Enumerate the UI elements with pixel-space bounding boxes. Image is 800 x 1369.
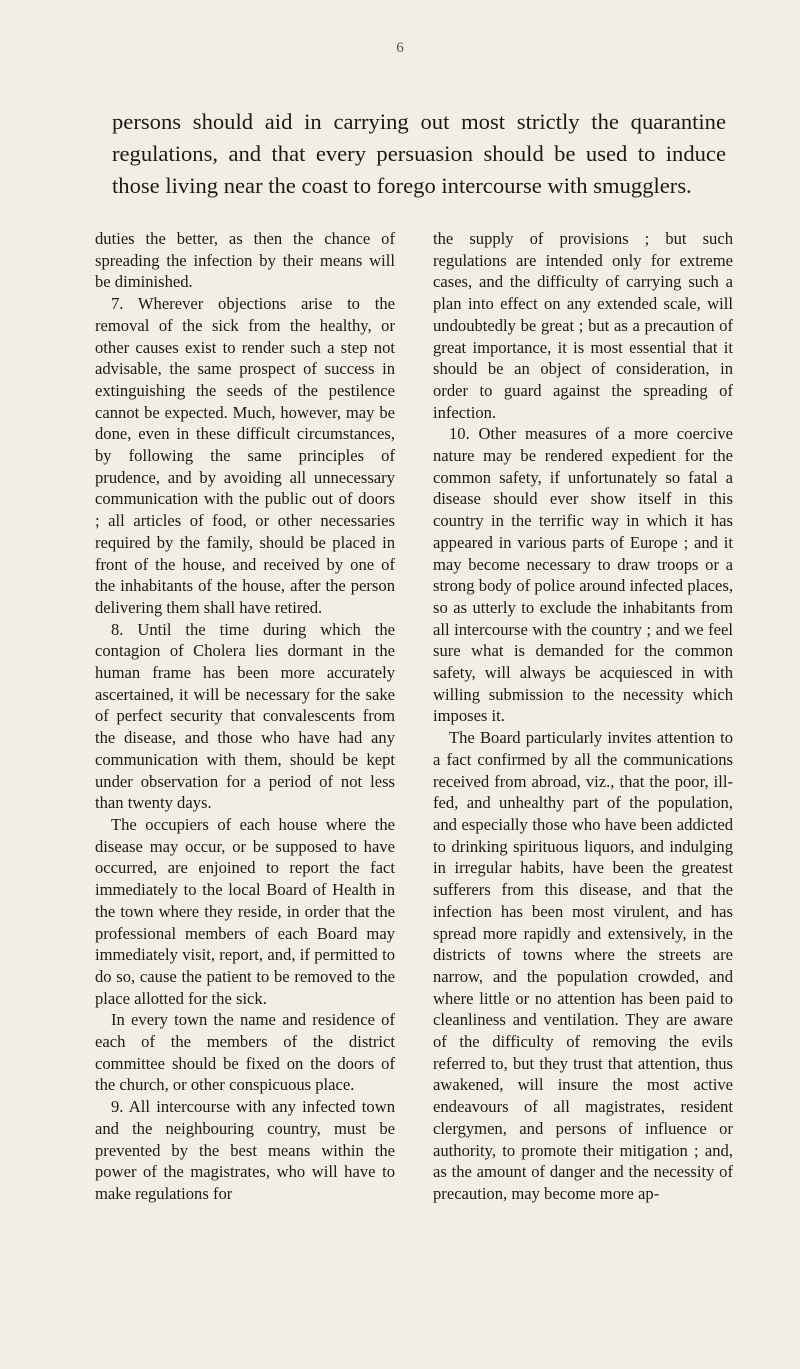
paragraph-continuation-right: the supply of provisions ; but such regulations are intended only for extreme cases, and the difficulty of carrying such a plan into effect on any extended scale, will undoubtedly be great ; but as a precaution of great importance, it is most essential that it should be an object of consideration, in order to guard against the spreading of infection.: [433, 229, 733, 422]
paragraph-board-invites: The Board particularly invites attention to a fact confirmed by all the communications received from abroad, viz., that the poor, ill-fed, and unhealthy part of the population, and especially those who have been addicted to drinking spirituous liquors, and indulging in irregular habits, have been the greatest sufferers from this disease, and that the infection has been most virulent, and has spread more rapidly and extensively, in the districts of towns where the streets are narrow, and the population crowded, and where little or no attention has been paid to cleanliness and ventilation. They are aware of the difficulty of removing the evils referred to, but they trust that attention, thus awakened, will insure the most active endeavours of all magistrates, resident clergymen, and persons of influence or authority, to promote their mitigation ; and, as the amount of danger and the necessity of precaution, may become more ap-: [433, 728, 733, 1203]
paragraph-item-10: 10. Other measures of a more coercive nature may be rendered expedient for the common safety, if unfortunately so fatal a disease should ever show itself in this country in the terrific way in which it has appeared in various parts of Europe ; and it may become necessary to draw troops or a strong body of police around infected places, so as utterly to exclude the inhabitants from all intercourse with the country ; and we feel sure what is demanded for the common safety, will always be acquiesced in with willing submission to the necessity which imposes it.: [433, 424, 733, 726]
right-column: [433, 228, 733, 1205]
intro-paragraph: persons should aid in carrying out most strictly the quarantine regulations, and that every persuasion should be used to induce those living near the coast to forego intercourse with smugglers.: [112, 109, 726, 198]
paragraph-district-committee: In every town the name and residence of each of the members of the district committee should be fixed on the doors of the church, or other conspicuous place.: [95, 1010, 395, 1095]
paragraph-occupiers: The occupiers of each house where the disease may occur, or be supposed to have occurred, are enjoined to report the fact immediately to the local Board of Health in the town where they reside, in order that the professional members of each Board may immediately visit, report, and, if permitted to do so, cause the patient to be removed to the place allotted for the sick.: [95, 814, 395, 1008]
paragraph-item-7: 7. Wherever objections arise to the removal of the sick from the healthy, or other causes exist to render such a step not advisable, the same prospect of success in extinguishing the seeds of the pestilence cannot be expected. Much, however, may be done, even in these difficult circumstances, by following the same principles of prudence, and by avoiding all unnecessary communication with the public out of doors ; all articles of food, or other necessaries required by the family, should be placed in front of the house, and received by one of the inhabitants of the house, after the person delivering them shall have retired.: [95, 294, 395, 617]
page-number: 6: [396, 40, 404, 56]
paragraph-item-9: 9. All intercourse with any infected town and the neighbouring country, must be prevented by the best means within the power of the magistrates, who will have to make regulations for: [95, 1097, 395, 1203]
left-column: [95, 228, 395, 1205]
paragraph-continuation: duties the better, as then the chance of spreading the infection by their means will be diminished.: [95, 229, 395, 292]
paragraph-item-8: 8. Until the time during which the contagion of Cholera lies dormant in the human frame has been more accurately ascertained, it will be necessary for the sake of perfect security that convalescents from the disease, and those who have had any communication with them, should be kept under observation for a period of not less than twenty days.: [95, 619, 395, 813]
